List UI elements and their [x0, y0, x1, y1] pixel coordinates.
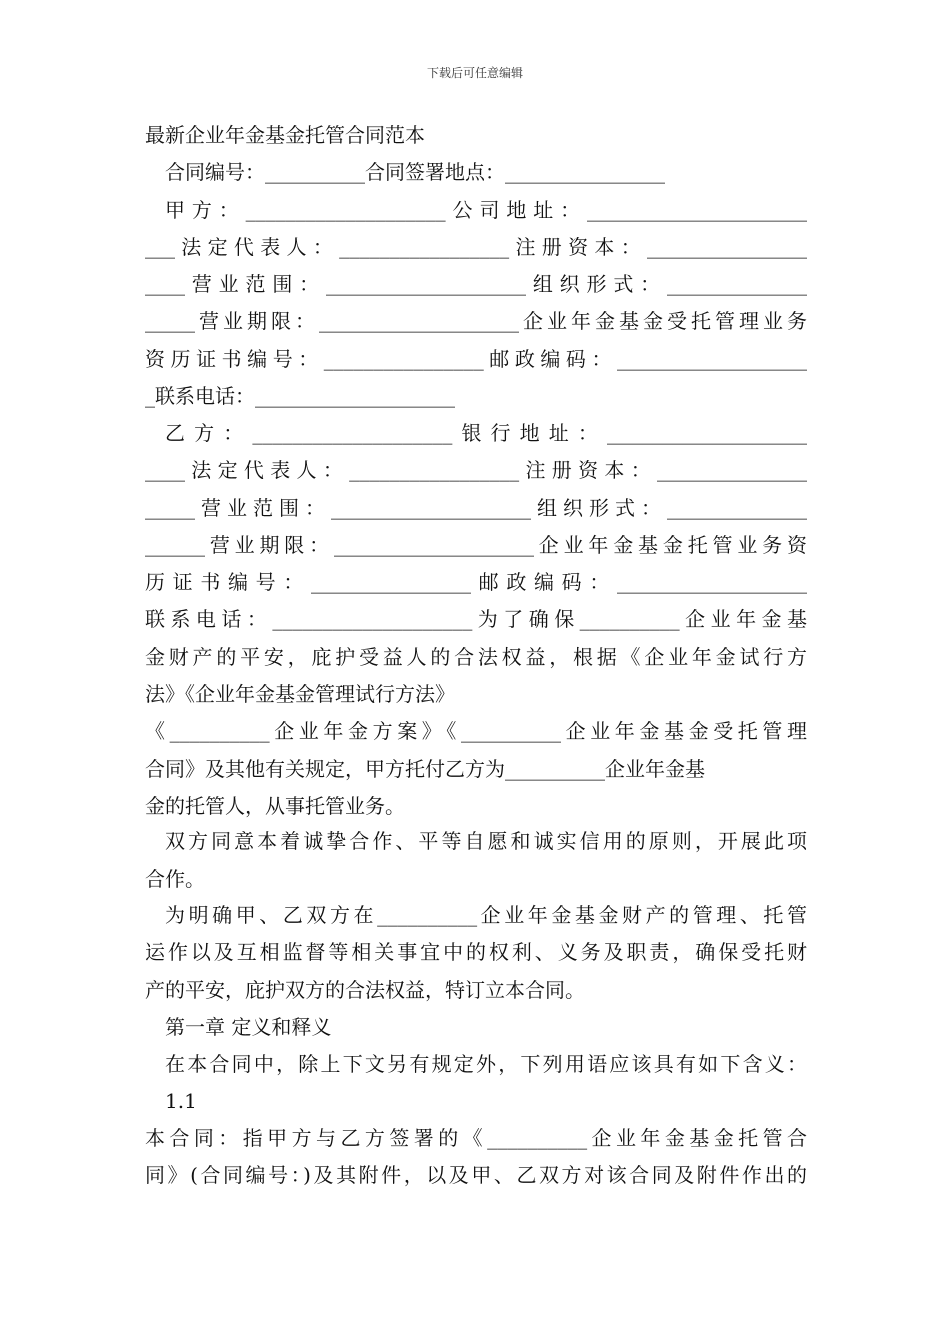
body-text-line: 为明确甲、乙双方在__________企业年金基金财产的管理、托管 — [165, 903, 807, 927]
body-text-line: 金财产的平安，庇护受益人的合法权益，根据《企业年金试行方 — [145, 645, 807, 669]
body-text-line: 在本合同中，除上下文另有规定外，下列用语应该具有如下含义： — [165, 1052, 807, 1076]
body-text-line: 金的托管人，从事托管业务。 — [145, 794, 405, 818]
party-b-line: 历证书编号：________________邮政编码：___________________ — [145, 570, 807, 594]
body-text-line: 法》《企业年金基金管理试行方法》 — [145, 682, 455, 706]
party-b-line: ____法定代表人：_________________注册资本：_______________ — [145, 458, 807, 482]
body-text-line: 运作以及互相监督等相关事宜中的权利、义务及职责，确保受托财 — [145, 940, 807, 964]
body-text-line: 本合同：指甲方与乙方签署的《__________企业年金基金托管合 — [145, 1126, 807, 1150]
party-b-line: ______营业期限：____________________企业年金基金托管业务资 — [145, 533, 807, 557]
document-title: 最新企业年金基金托管合同范本 — [145, 123, 425, 147]
body-text-line: 合同》及其他有关规定，甲方托付乙方为__________企业年金基 — [145, 757, 705, 781]
party-a-line: ___法定代表人：_________________注册资本：________________ — [145, 235, 807, 259]
section-number: 1.1 — [165, 1089, 197, 1113]
page-header: 下载后可任意编辑 — [426, 66, 523, 80]
party-a-line: _____营业期限：____________________企业年金基金受托管理业务 — [145, 309, 807, 333]
body-text-line: 《__________企业年金方案》《__________企业年金基金受托管理 — [145, 719, 807, 743]
body-text-line: 同》(合同编号：)及其附件，以及甲、乙双方对该合同及附件作出的 — [145, 1163, 807, 1187]
party-a-line: 甲方：____________________公司地址：______________________ — [165, 198, 807, 222]
party-a-line: _联系电话：____________________ — [145, 384, 455, 408]
party-a-line: ____营业范围：____________________组织形式：______________ — [145, 272, 807, 296]
party-a-line: 资历证书编号：________________邮政编码：___________________ — [145, 347, 807, 371]
party-b-line: _____营业范围：____________________组织形式：______________ — [145, 496, 807, 520]
body-text-line: 产的平安，庇护双方的合法权益，特订立本合同。 — [145, 978, 585, 1002]
body-text-line: 合作。 — [145, 867, 205, 891]
body-text-line: 双方同意本着诚挚合作、平等自愿和诚实信用的原则，开展此项 — [165, 829, 807, 853]
party-b-line: 乙方：____________________银行地址：____________________ — [165, 421, 807, 445]
body-text-line: 联系电话：____________________为了确保__________企业年金基 — [145, 607, 807, 631]
contract-info-line: 合同编号：__________合同签署地点：________________ — [165, 160, 665, 184]
chapter-heading: 第一章 定义和释义 — [165, 1015, 332, 1039]
